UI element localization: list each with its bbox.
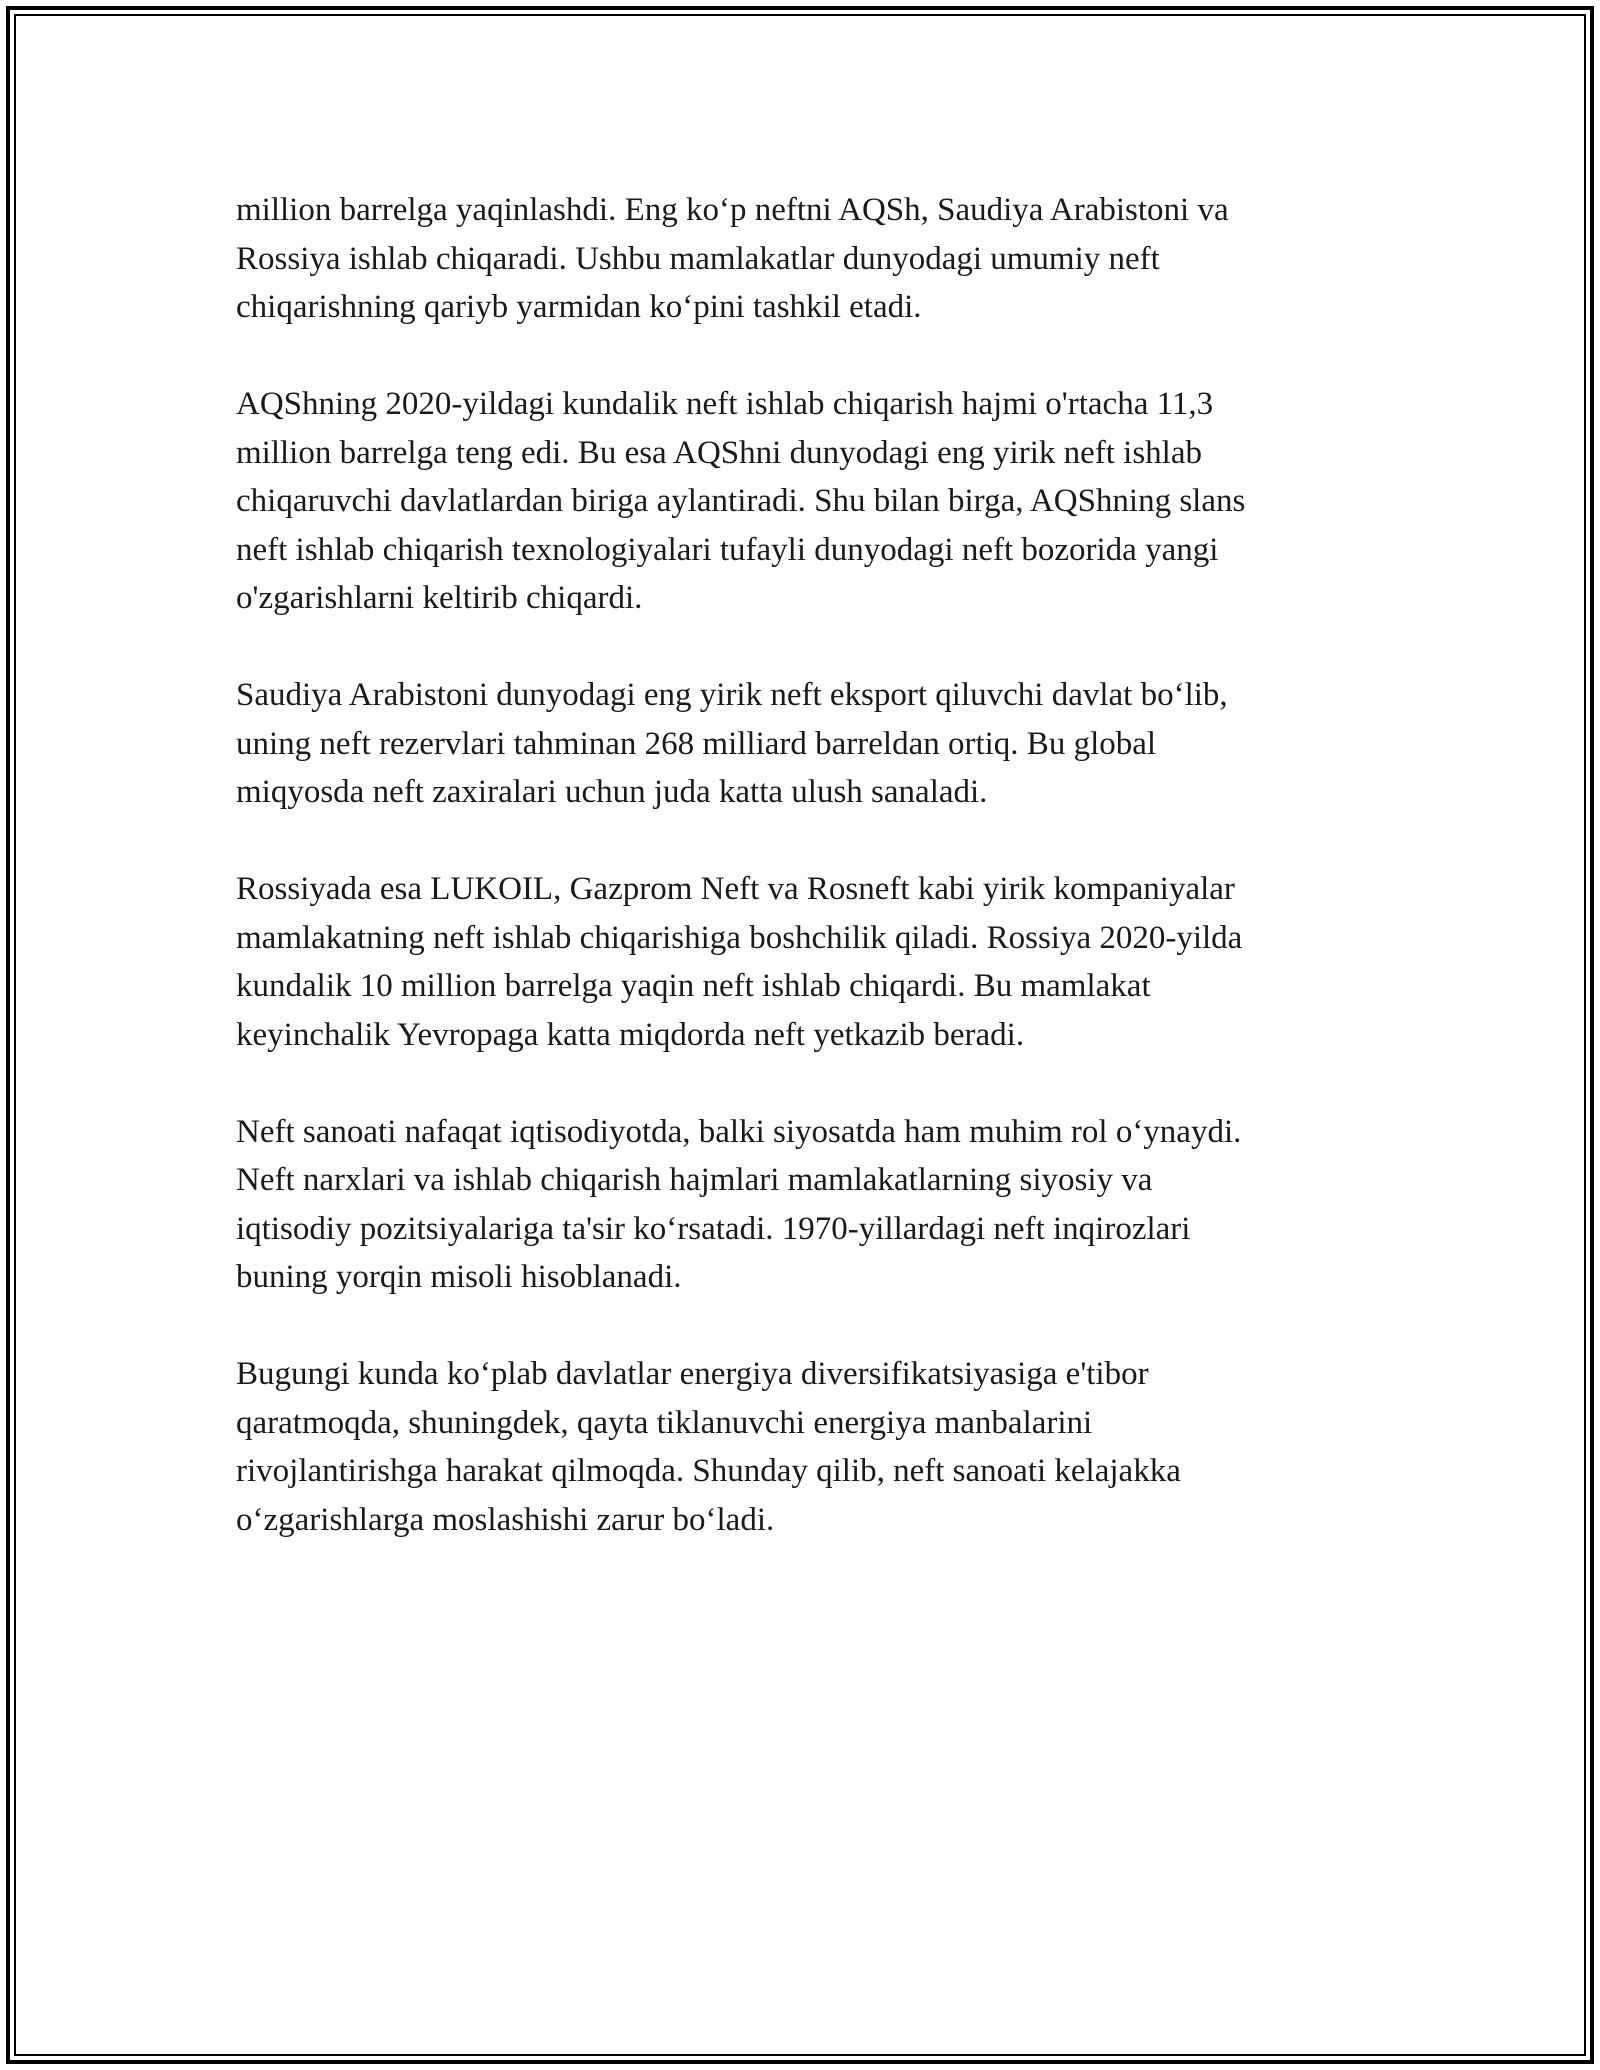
text-line: chiqaruvchi davlatlardan biriga aylantiradi. Shu bilan birga, AQShning slans: [236, 483, 1246, 519]
text-line: qaratmoqda, shuningdek, qayta tiklanuvchi energiya manbalarini: [236, 1404, 1093, 1441]
text-line: Neft sanoati nafaqat iqtisodiyotda, balki siyosatda ham muhim rol o‘ynaydi.: [236, 1113, 1242, 1150]
paragraph-2: [236, 380, 1396, 623]
text-line: iqtisodiy pozitsiyalariga ta'sir ko‘rsatadi. 1970-yillardagi neft inqirozlari: [236, 1210, 1191, 1247]
text-line: miqyosda neft zaxiralari uchun juda katta ulush sanaladi.: [236, 774, 988, 810]
text-line: rivojlantirishga harakat qilmoqda. Shunday qilib, neft sanoati kelajakka: [236, 1453, 1181, 1489]
text-line: kundalik 10 million barrelga yaqin neft ishlab chiqardi. Bu mamlakat: [236, 968, 1151, 1004]
paragraph-4: [236, 865, 1396, 1059]
paragraph-3: [236, 671, 1396, 817]
text-line: million barrelga teng edi. Bu esa AQShni dunyodagi eng yirik neft ishlab: [236, 434, 1202, 471]
text-line: Bugungi kunda ko‘plab davlatlar energiya diversifikatsiyasiga e'tibor: [236, 1356, 1149, 1392]
text-line: keyinchalik Yevropaga katta miqdorda neft yetkazib beradi.: [236, 1016, 1025, 1053]
paragraph-1: [236, 186, 1396, 332]
text-line: Rossiyada esa LUKOIL, Gazprom Neft va Rosneft kabi yirik kompaniyalar: [236, 871, 1235, 907]
text-line: Neft narxlari va ishlab chiqarish hajmlari mamlakatlarning siyosiy va: [236, 1162, 1153, 1198]
text-line: AQShning 2020-yildagi kundalik neft ishlab chiqarish hajmi o'rtacha 11,3: [236, 386, 1214, 422]
text-line: o‘zgarishlarga moslashishi zarur bo‘ladi.: [236, 1501, 775, 1538]
paragraph-5: [236, 1108, 1396, 1302]
text-line: uning neft rezervlari tahminan 268 milliard barreldan ortiq. Bu global: [236, 725, 1157, 762]
text-line: Rossiya ishlab chiqaradi. Ushbu mamlakatlar dunyodagi umumiy neft: [236, 240, 1160, 277]
document-body: [236, 186, 1396, 1593]
text-line: Saudiya Arabistoni dunyodagi eng yirik neft eksport qiluvchi davlat bo‘lib,: [236, 677, 1228, 713]
text-line: neft ishlab chiqarish texnologiyalari tufayli dunyodagi neft bozorida yangi: [236, 531, 1219, 568]
paragraph-6: [236, 1350, 1396, 1544]
text-line: million barrelga yaqinlashdi. Eng ko‘p neftni AQSh, Saudiya Arabistoni va: [236, 192, 1229, 228]
text-line: buning yorqin misoli hisoblanadi.: [236, 1259, 682, 1295]
text-line: o'zgarishlarni keltirib chiqardi.: [236, 580, 643, 616]
text-line: mamlakatning neft ishlab chiqarishiga boshchilik qiladi. Rossiya 2020-yilda: [236, 919, 1243, 956]
text-line: chiqarishning qariyb yarmidan ko‘pini tashkil etadi.: [236, 289, 922, 325]
